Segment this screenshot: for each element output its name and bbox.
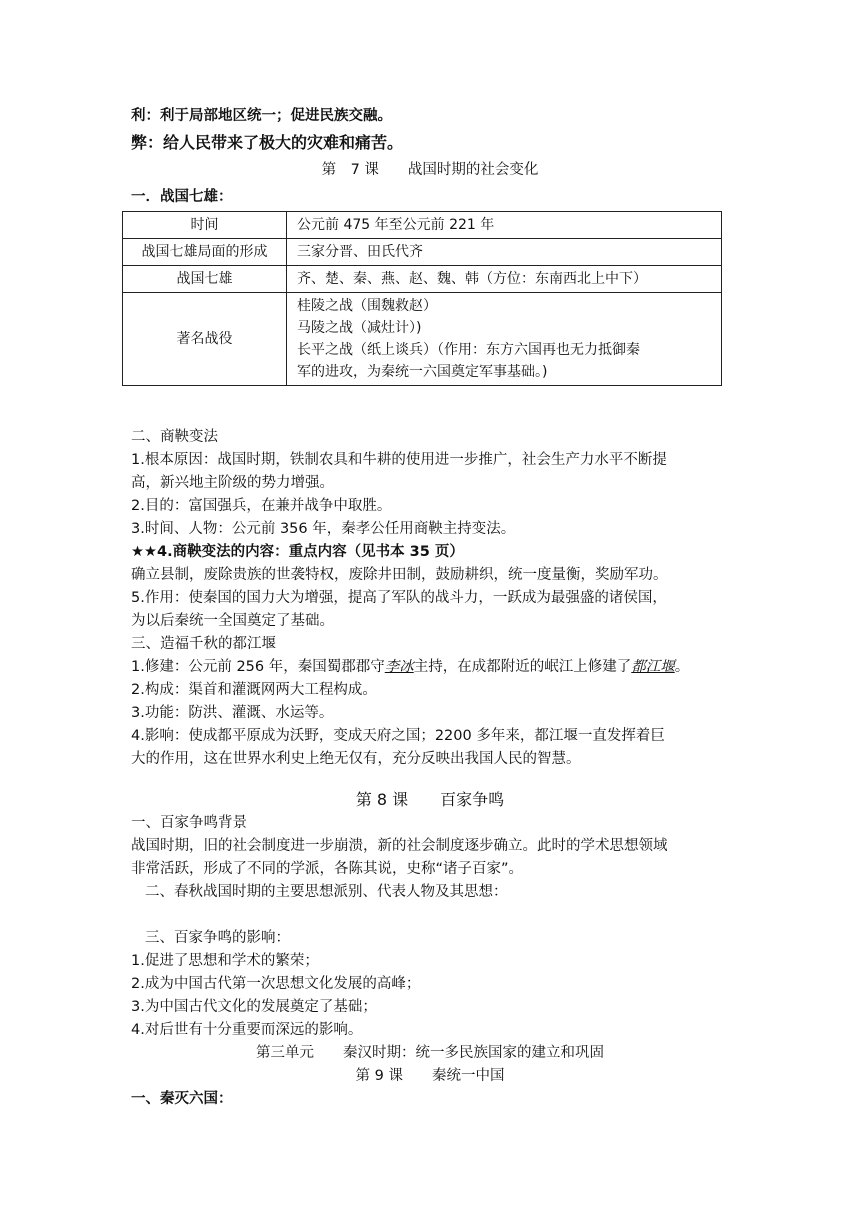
table-value-cell: 三家分晋、田氏代齐 bbox=[287, 239, 722, 266]
text-span: 主持，在成都附近的岷江上修建了 bbox=[413, 659, 632, 675]
paragraph-line: 4.影响：使成都平原成为沃野，变成天府之国；2200 多年来，都江堰一直发挥着巨 bbox=[131, 728, 665, 744]
table-key-cell: 时间 bbox=[123, 212, 287, 239]
list-item: 4.对后世有十分重要而深远的影响。 bbox=[131, 1022, 363, 1038]
paragraph-line: 2.构成：渠首和灌溉网两大工程构成。 bbox=[131, 682, 377, 698]
lesson8-section3-heading: 三、百家争鸣的影响： bbox=[145, 930, 290, 946]
table-value-cell: 公元前 475 年至公元前 221 年 bbox=[287, 212, 722, 239]
disadvantage-line: 弊：给人民带来了极大的灾难和痛苦。 bbox=[131, 133, 404, 152]
battle-line: 桂陵之战（围魏救赵） bbox=[297, 298, 437, 314]
table-key-cell: 战国七雄局面的形成 bbox=[123, 239, 287, 266]
lesson7-section2-heading: 二、商鞅变法 bbox=[131, 429, 218, 445]
paragraph-line: 非常活跃，形成了不同的学派，各陈其说，史称“诸子百家”。 bbox=[131, 861, 524, 877]
paragraph-line: 3.时间、人物：公元前 356 年，秦孝公任用商鞅主持变法。 bbox=[131, 521, 516, 537]
battle-line: 军的进攻，为秦统一六国奠定军事基础。) bbox=[297, 364, 548, 380]
lesson7-section1-heading: 一．战国七雄： bbox=[131, 189, 233, 205]
paragraph-line: 高，新兴地主阶级的势力增强。 bbox=[131, 475, 334, 491]
table-key-cell: 战国七雄 bbox=[123, 266, 287, 293]
table-row bbox=[123, 212, 722, 239]
battle-line: 马陵之战（减灶计）) bbox=[297, 320, 422, 336]
table-value-cell: 齐、楚、秦、燕、赵、魏、韩（方位：东南西北上中下） bbox=[287, 266, 722, 293]
text-span: 1.修建：公元前 256 年，秦国蜀郡郡守 bbox=[131, 659, 385, 675]
table-row bbox=[123, 239, 722, 266]
lesson7-section3-heading: 三、造福千秋的都江堰 bbox=[131, 636, 276, 652]
lesson8-section1-heading: 一、百家争鸣背景 bbox=[131, 815, 247, 831]
paragraph-line: 大的作用，这在世界水利史上绝无仅有，充分反映出我国人民的智慧。 bbox=[131, 751, 581, 767]
list-item: 1.促进了思想和学术的繁荣； bbox=[131, 953, 319, 969]
table-row bbox=[123, 293, 722, 386]
advantage-line: 利：利于局部地区统一；促进民族交融。 bbox=[131, 108, 392, 124]
unit3-title: 第三单元 秦汉时期：统一多民族国家的建立和巩固 bbox=[256, 1045, 604, 1061]
warring-states-table bbox=[122, 211, 722, 386]
paragraph-line: 3.功能：防洪、灌溉、水运等。 bbox=[131, 705, 334, 721]
lesson8-title: 第 8 课 百家争鸣 bbox=[355, 790, 505, 809]
list-item: 2.成为中国古代第一次思想文化发展的高峰； bbox=[131, 976, 421, 992]
underlined-name-dujiangyan: 都江堰 bbox=[631, 659, 675, 675]
lesson9-section1-heading: 一、秦灭六国： bbox=[131, 1091, 233, 1107]
lesson9-title: 第 9 课 秦统一中国 bbox=[355, 1068, 505, 1084]
paragraph-line: 确立县制，废除贵族的世袭特权，废除井田制，鼓励耕织，统一度量衡，奖励军功。 bbox=[131, 567, 668, 583]
list-item: 3.为中国古代文化的发展奠定了基础； bbox=[131, 999, 377, 1015]
lesson8-section2-heading: 二、春秋战国时期的主要思想派别、代表人物及其思想： bbox=[145, 884, 508, 900]
table-row bbox=[123, 266, 722, 293]
paragraph-line: 2.目的：富国强兵，在兼并战争中取胜。 bbox=[131, 498, 392, 514]
battle-line: 长平之战（纸上谈兵）（作用：东方六国再也无力抵御秦 bbox=[297, 342, 640, 358]
paragraph-line: ★★4.商鞅变法的内容：重点内容（见书本 35 页） bbox=[131, 544, 464, 560]
paragraph-line: 为以后秦统一全国奠定了基础。 bbox=[131, 613, 334, 629]
underlined-name-li-bing: 李冰 bbox=[384, 659, 414, 675]
paragraph-line: 战国时期，旧的社会制度进一步崩溃，新的社会制度逐步确立。此时的学术思想领域 bbox=[131, 838, 668, 854]
lesson7-title: 第 7 课 战国时期的社会变化 bbox=[321, 162, 539, 178]
paragraph-line: 1.根本原因：战国时期，铁制农具和牛耕的使用进一步推广，社会生产力水平不断提 bbox=[131, 452, 667, 468]
table-key-cell: 著名战役 bbox=[123, 293, 287, 386]
paragraph-line: 5.作用：使秦国的国力大为增强，提高了军队的战斗力，一跃成为最强盛的诸侯国， bbox=[131, 590, 667, 606]
text-span: 。 bbox=[674, 659, 690, 675]
paragraph-line bbox=[131, 657, 689, 677]
table-value-cell bbox=[287, 293, 722, 386]
